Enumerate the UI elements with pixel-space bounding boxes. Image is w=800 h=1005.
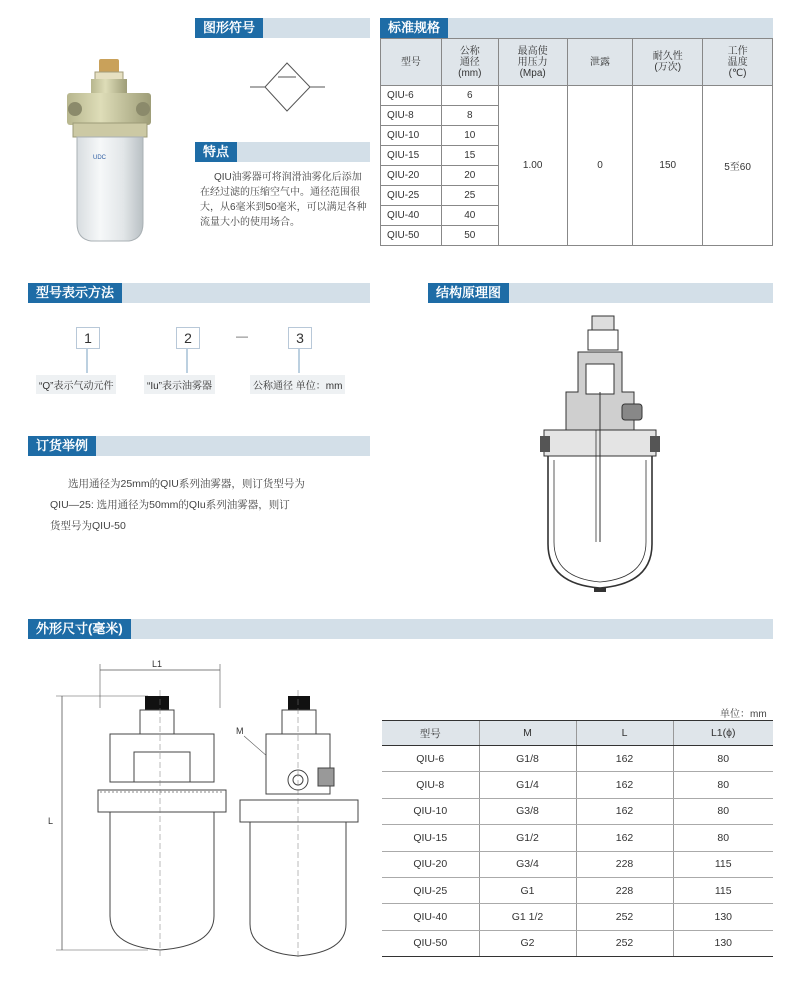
dim-header-l1: L1(ϕ) xyxy=(673,721,773,746)
spec-durability-cell: 150 xyxy=(633,86,703,246)
code-dash: — xyxy=(236,329,248,343)
dim-cell: G3/4 xyxy=(479,851,576,877)
dim-cell: 162 xyxy=(576,772,673,798)
spec-model-cell: QIU-20 xyxy=(381,166,442,186)
section-title-ordering: 订货举例 xyxy=(28,436,96,456)
dim-cell: 80 xyxy=(673,772,773,798)
section-bar-ordering xyxy=(28,436,370,456)
table-row xyxy=(382,798,773,824)
dim-label-m: M xyxy=(236,726,244,736)
side-view-drawing xyxy=(232,690,362,960)
table-row xyxy=(382,825,773,851)
spec-leakage-cell: 0 xyxy=(567,86,633,246)
ordering-text xyxy=(50,474,380,537)
dim-cell: 228 xyxy=(576,851,673,877)
spec-pressure-cell: 1.00 xyxy=(498,86,567,246)
dim-cell: QIU-15 xyxy=(382,825,479,851)
code-label-3: 公称通径 单位：mm xyxy=(250,375,345,394)
spec-model-cell: QIU-10 xyxy=(381,126,442,146)
code-label-2: “Iu”表示油雾器 xyxy=(144,375,215,394)
product-photo xyxy=(55,55,165,245)
spec-bore-cell: 20 xyxy=(441,166,498,186)
section-bar-symbol xyxy=(195,18,370,38)
section-title-model-notation: 型号表示方法 xyxy=(28,283,122,303)
spec-bore-cell: 50 xyxy=(441,226,498,246)
dim-label-l: L xyxy=(48,816,54,826)
ordering-line: QIU—25: 选用通径为50mm的QIu系列油雾器，则订 xyxy=(50,499,290,511)
dim-cell: 162 xyxy=(576,798,673,824)
table-row xyxy=(382,930,773,956)
spec-header-leakage: 泄露 xyxy=(567,39,633,86)
spec-header-temperature: 工作 温度 (℃) xyxy=(703,39,773,86)
front-view-drawing xyxy=(48,660,238,960)
section-title-dimensions: 外形尺寸(毫米) xyxy=(28,619,131,639)
section-bar-model-notation xyxy=(28,283,370,303)
dim-cell: 162 xyxy=(576,825,673,851)
spec-bore-cell: 10 xyxy=(441,126,498,146)
dim-cell: 80 xyxy=(673,798,773,824)
features-line: 大，从6毫米到50毫米，可以满足各种 xyxy=(200,202,367,213)
dim-cell: QIU-10 xyxy=(382,798,479,824)
section-bar-structure xyxy=(428,283,773,303)
dim-cell: G2 xyxy=(479,930,576,956)
table-row xyxy=(382,877,773,903)
dim-table-wrap xyxy=(382,720,773,957)
dim-cell: QIU-20 xyxy=(382,851,479,877)
dim-cell: 130 xyxy=(673,930,773,956)
unit-label: 单位：mm xyxy=(720,709,767,720)
ordering-line: 选用通径为25mm的QIU系列油雾器，则订货型号为 xyxy=(68,478,305,490)
dim-cell: 80 xyxy=(673,825,773,851)
dim-cell: QIU-25 xyxy=(382,877,479,903)
section-title-features: 特点 xyxy=(195,142,237,162)
structure-diagram xyxy=(530,312,670,602)
dim-cell: QIU-50 xyxy=(382,930,479,956)
table-row xyxy=(382,746,773,772)
section-bar-features xyxy=(195,142,370,162)
spec-model-cell: QIU-25 xyxy=(381,186,442,206)
section-title-symbol: 图形符号 xyxy=(195,18,263,38)
spec-model-cell: QIU-6 xyxy=(381,86,442,106)
spec-model-cell: QIU-8 xyxy=(381,106,442,126)
ordering-line: 货型号为QIU-50 xyxy=(50,520,126,532)
dim-cell: 252 xyxy=(576,930,673,956)
dim-cell: 162 xyxy=(576,746,673,772)
code-digit-2: 2 xyxy=(176,327,200,349)
spec-table xyxy=(380,38,773,246)
dim-cell: G1/4 xyxy=(479,772,576,798)
spec-model-cell: QIU-15 xyxy=(381,146,442,166)
table-row xyxy=(382,772,773,798)
lubricator-symbol xyxy=(250,55,325,120)
spec-header-pressure: 最高使 用压力 (Mpa) xyxy=(498,39,567,86)
dim-cell: G1 1/2 xyxy=(479,904,576,930)
dim-cell: 115 xyxy=(673,851,773,877)
dim-cell: G3/8 xyxy=(479,798,576,824)
dim-label-l1: L1 xyxy=(152,660,163,669)
code-digit-1: 1 xyxy=(76,327,100,349)
spec-bore-cell: 40 xyxy=(441,206,498,226)
spec-header-bore: 公称 通径 (mm) xyxy=(441,39,498,86)
dim-cell: 252 xyxy=(576,904,673,930)
spec-bore-cell: 15 xyxy=(441,146,498,166)
section-bar-dimensions xyxy=(28,619,773,639)
dim-header-model: 型号 xyxy=(382,721,479,746)
features-line: 在经过滤的压缩空气中。通径范围很 xyxy=(200,187,360,198)
spec-model-cell: QIU-40 xyxy=(381,206,442,226)
table-row xyxy=(382,851,773,877)
code-digit-3: 3 xyxy=(288,327,312,349)
dim-cell: G1/8 xyxy=(479,746,576,772)
spec-bore-cell: 8 xyxy=(441,106,498,126)
dim-cell: G1/2 xyxy=(479,825,576,851)
spec-table-wrap xyxy=(380,38,773,246)
spec-header-model: 型号 xyxy=(381,39,442,86)
spec-header-durability: 耐久性 (万次) xyxy=(633,39,703,86)
dim-header-l: L xyxy=(576,721,673,746)
dim-cell: 80 xyxy=(673,746,773,772)
section-title-structure: 结构原理图 xyxy=(428,283,509,303)
dim-cell: 130 xyxy=(673,904,773,930)
dim-cell: 115 xyxy=(673,877,773,903)
table-row xyxy=(382,904,773,930)
dim-header-m: M xyxy=(479,721,576,746)
section-title-spec: 标准规格 xyxy=(380,18,448,38)
spec-model-cell: QIU-50 xyxy=(381,226,442,246)
spec-bore-cell: 25 xyxy=(441,186,498,206)
code-label-1: “Q”表示气动元件 xyxy=(36,375,116,394)
product-logo: UDC xyxy=(93,155,106,161)
section-bar-spec xyxy=(380,18,773,38)
dimension-table xyxy=(382,720,773,957)
spec-temperature-cell: 5至60 xyxy=(703,86,773,246)
features-text xyxy=(200,170,372,230)
dim-cell: QIU-6 xyxy=(382,746,479,772)
spec-bore-cell: 6 xyxy=(441,86,498,106)
dim-cell: G1 xyxy=(479,877,576,903)
features-line: 流量大小的使用场合。 xyxy=(200,217,300,228)
features-line: QIU油雾器可将润滑油雾化后添加 xyxy=(214,172,362,183)
dim-cell: QIU-8 xyxy=(382,772,479,798)
dim-cell: QIU-40 xyxy=(382,904,479,930)
dim-cell: 228 xyxy=(576,877,673,903)
